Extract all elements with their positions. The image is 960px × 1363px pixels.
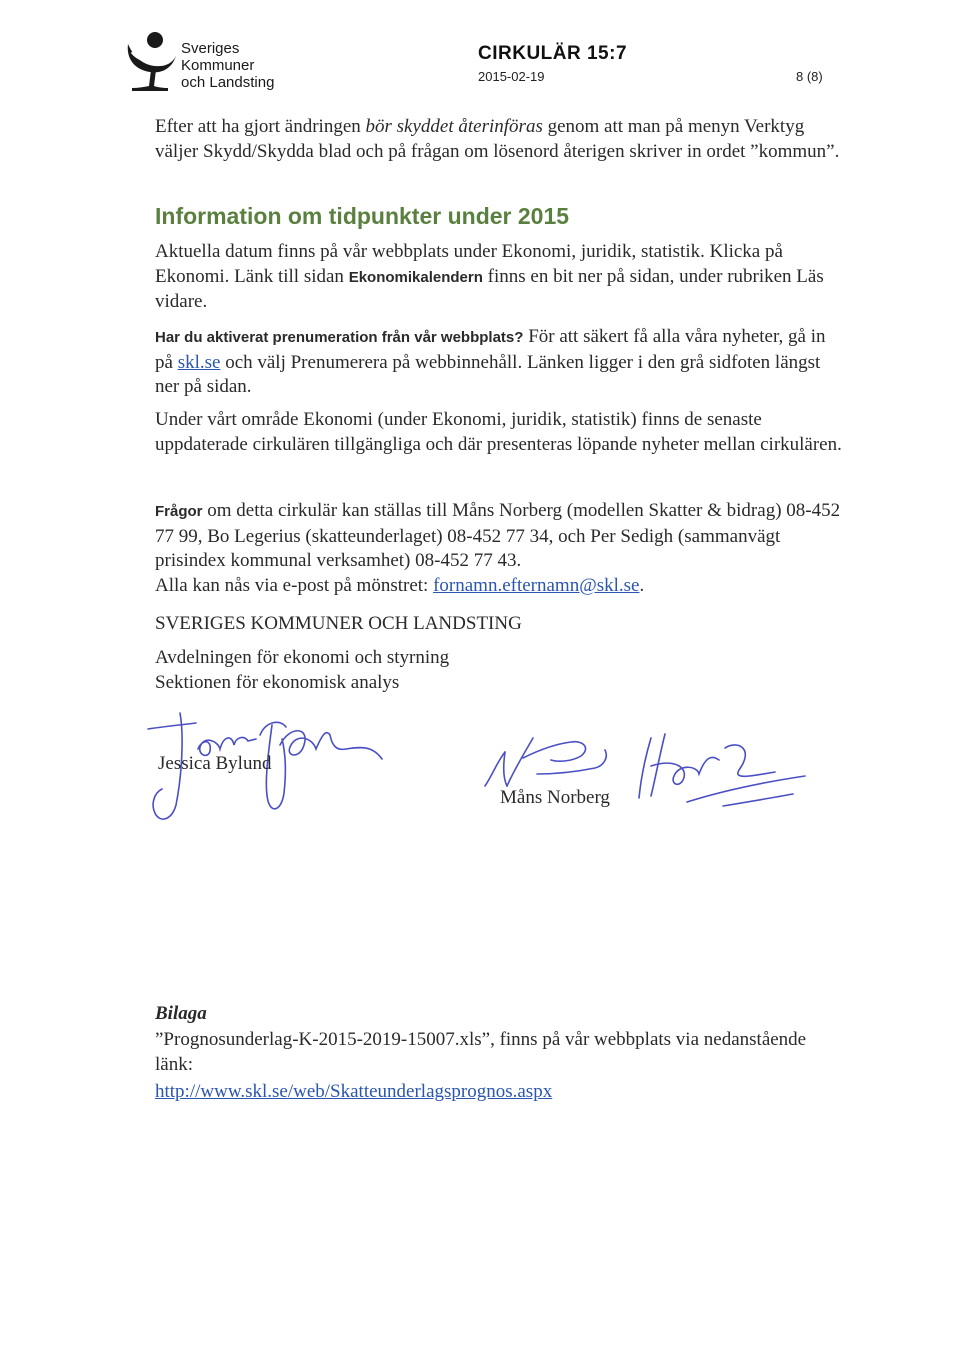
skl-logo-icon [122, 30, 180, 92]
organization-name [181, 40, 274, 91]
p2-text-b: finns en bit ner på sidan, under rubriken Läs vidare. [155, 265, 824, 312]
signatory-name-2: Måns Norberg [500, 787, 610, 808]
subscription-question: Har du aktiverat prenumeration från vår webbplats? [155, 329, 524, 346]
paragraph-questions [155, 499, 845, 598]
p5-line-2: Alla kan nås via e-post på mönstret: [155, 574, 434, 596]
p3-text-a: För att säkert få alla våra nyheter, gå in på [155, 326, 826, 373]
department-line-2: Sektionen för ekonomisk analys [155, 671, 400, 693]
p1-text-b: genom att man på menyn Verktyg väljer Skydd/Skydda blad och på frågan om lösenord återigen skriver in ordet ”kommun”. [155, 116, 840, 162]
org-line-3: och Landsting [181, 74, 275, 91]
email-pattern-link[interactable]: fornamn.efternamn@skl.se [433, 574, 640, 596]
attachment-text: ”Prognosunderlag-K-2015-2019-15007.xls”, finns på vår webbplats via nedanstående länk: [155, 1029, 807, 1075]
page-number: 8 (8) [796, 69, 823, 84]
ekonomikalendern-label: Ekonomikalendern [348, 268, 483, 286]
circular-title: CIRKULÄR 15:7 [478, 43, 628, 64]
section-heading: Information om tidpunkter under 2015 [155, 203, 570, 229]
p2-text-a: Aktuella datum finns på vår webbplats under Ekonomi, juridik, statistik. Klicka på Ekonomi. Länk till sidan [155, 241, 783, 287]
p5-text-a: om detta cirkulär kan ställas till Måns Norberg (modellen Skatter & bidrag) 08-452 77 99, Bo Legerius (skatteunderlaget) 08-452 77 34, och Per Sedigh (sammanvägt prisindex kommunal verksamhet) 08-452 77 43. [155, 500, 841, 571]
signature-mans-norberg-icon [475, 718, 815, 828]
signatory-name-1: Jessica Bylund [158, 753, 272, 774]
p1-text-a: Efter att ha gjort ändringen [155, 116, 366, 137]
paragraph-subscription [155, 325, 845, 400]
p5-end: . [639, 574, 645, 596]
p3-text-b: och välj Prenumerera på webbinnehåll. Länken ligger i den grå sidfoten längst ner på sidan. [155, 351, 821, 397]
paragraph-protection [155, 115, 845, 164]
department-line-1: Avdelningen för ekonomi och styrning [155, 647, 450, 668]
org-line-2: Kommuner [181, 57, 255, 74]
paragraph-dates [155, 240, 845, 315]
department [155, 646, 845, 695]
p1-emphasis: bör skyddet återinföras [365, 116, 543, 137]
circular-date: 2015-02-19 [478, 69, 545, 84]
attachment-title: Bilaga [155, 1003, 207, 1024]
org-caps: SVERIGES KOMMUNER OCH LANDSTING [155, 613, 522, 634]
questions-label: Frågor [155, 503, 203, 520]
attachment-link-line [155, 1080, 845, 1105]
attachment-link[interactable]: http://www.skl.se/web/Skatteunderlagsprognos.aspx [155, 1081, 553, 1102]
skl-link[interactable]: skl.se [177, 351, 221, 373]
org-line-1: Sveriges [181, 40, 240, 57]
paragraph-economy-area: Under vårt område Ekonomi (under Ekonomi, juridik, statistik) finns de senaste uppdaterade cirkulären tillgängliga och där presenteras löpande nyheter mellan cirkulären. [155, 409, 842, 455]
